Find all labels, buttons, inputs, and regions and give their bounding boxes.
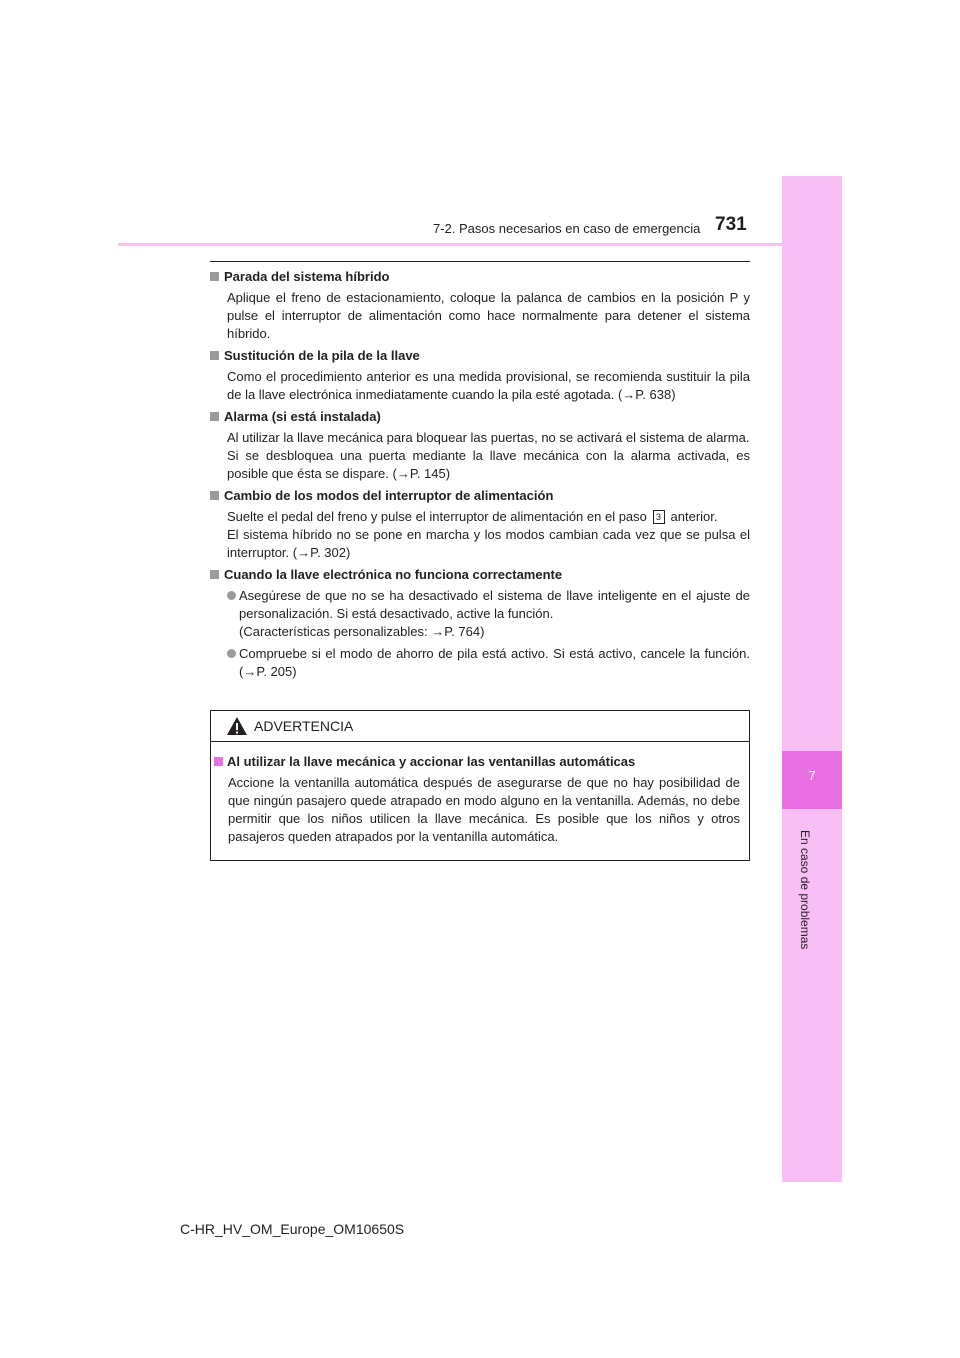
item-body: Suelte el pedal del freno y pulse el interruptor de alimentación en el paso [227, 509, 647, 524]
warning-item-title: Al utilizar la llave mecánica y accionar las ventanillas automáticas [227, 754, 636, 769]
item-power-modes [210, 487, 750, 562]
chapter-number: 7 [808, 768, 816, 783]
list-item: Asegúrese de que no se ha desactivado el sistema de llave inteligente en el ajuste de personalización. Si está desactivado, active la función. (Características personalizables: →P. 764) [227, 587, 750, 641]
content-body [210, 268, 750, 685]
item-key-malfunction [210, 566, 750, 681]
chapter-title: En caso de problemas [798, 830, 812, 950]
square-bullet-icon [214, 757, 223, 766]
item-hybrid-stop [210, 268, 750, 343]
step-number-box: 3 [653, 510, 665, 524]
circle-bullet-icon [227, 591, 236, 600]
item-key-battery [210, 347, 750, 404]
list-item: Compruebe si el modo de ahorro de pila está activo. Si está activo, cancele la función. (→P. 205) [227, 645, 750, 681]
header-rule [118, 243, 842, 246]
item-body: Si se desbloquea una puerta mediante la llave mecánica con la alarma activada, es posible que ésta se dispare. (→P. 145) [227, 448, 750, 481]
item-title: Parada del sistema híbrido [224, 269, 390, 284]
warning-box [210, 710, 750, 861]
item-body: Como el procedimiento anterior es una medida provisional, se recomienda sustituir la pila de la llave electrónica inmediatamente cuando la pila esté agotada. (→P. 638) [227, 369, 750, 402]
warning-title: ADVERTENCIA [254, 718, 354, 734]
item-body: anterior. [670, 509, 718, 524]
document-id-footer: C-HR_HV_OM_Europe_OM10650S [180, 1221, 405, 1237]
square-bullet-icon [210, 491, 219, 500]
square-bullet-icon [210, 272, 219, 281]
warning-triangle-icon [226, 716, 248, 736]
item-body: El sistema híbrido no se pone en marcha y los modos cambian cada vez que se pulsa el interruptor. (→P. 302) [227, 527, 750, 560]
square-bullet-icon [210, 351, 219, 360]
content-top-rule [210, 261, 750, 262]
item-alarm [210, 408, 750, 483]
item-body: Aplique el freno de estacionamiento, coloque la palanca de cambios en la posición P y pulse el interruptor de alimentación como hace normalmente para detener el sistema híbrido. [227, 290, 750, 341]
item-title: Sustitución de la pila de la llave [224, 348, 420, 363]
square-bullet-icon [210, 412, 219, 421]
warning-item-body: Accione la ventanilla automática después de asegurarse de que no hay posibilidad de que ningún pasajero quede atrapado en modo alguno en la ventanilla. Además, no debe permitir que los niños utilicen la llave mecánica. Es posible que los niños y otros pasajeros queden atrapados por la ventanilla automática. [228, 775, 740, 844]
item-title: Cuando la llave electrónica no funciona correctamente [224, 567, 563, 582]
square-bullet-icon [210, 570, 219, 579]
page-number: 731 [715, 214, 747, 235]
chapter-side-tab [782, 176, 842, 1182]
warning-header [211, 711, 749, 742]
section-header: 7-2. Pasos necesarios en caso de emergencia [433, 221, 701, 236]
item-body: Al utilizar la llave mecánica para bloquear las puertas, no se activará el sistema de alarma. [227, 430, 750, 445]
item-title: Cambio de los modos del interruptor de alimentación [224, 488, 554, 503]
item-title: Alarma (si está instalada) [224, 409, 381, 424]
circle-bullet-icon [227, 649, 236, 658]
